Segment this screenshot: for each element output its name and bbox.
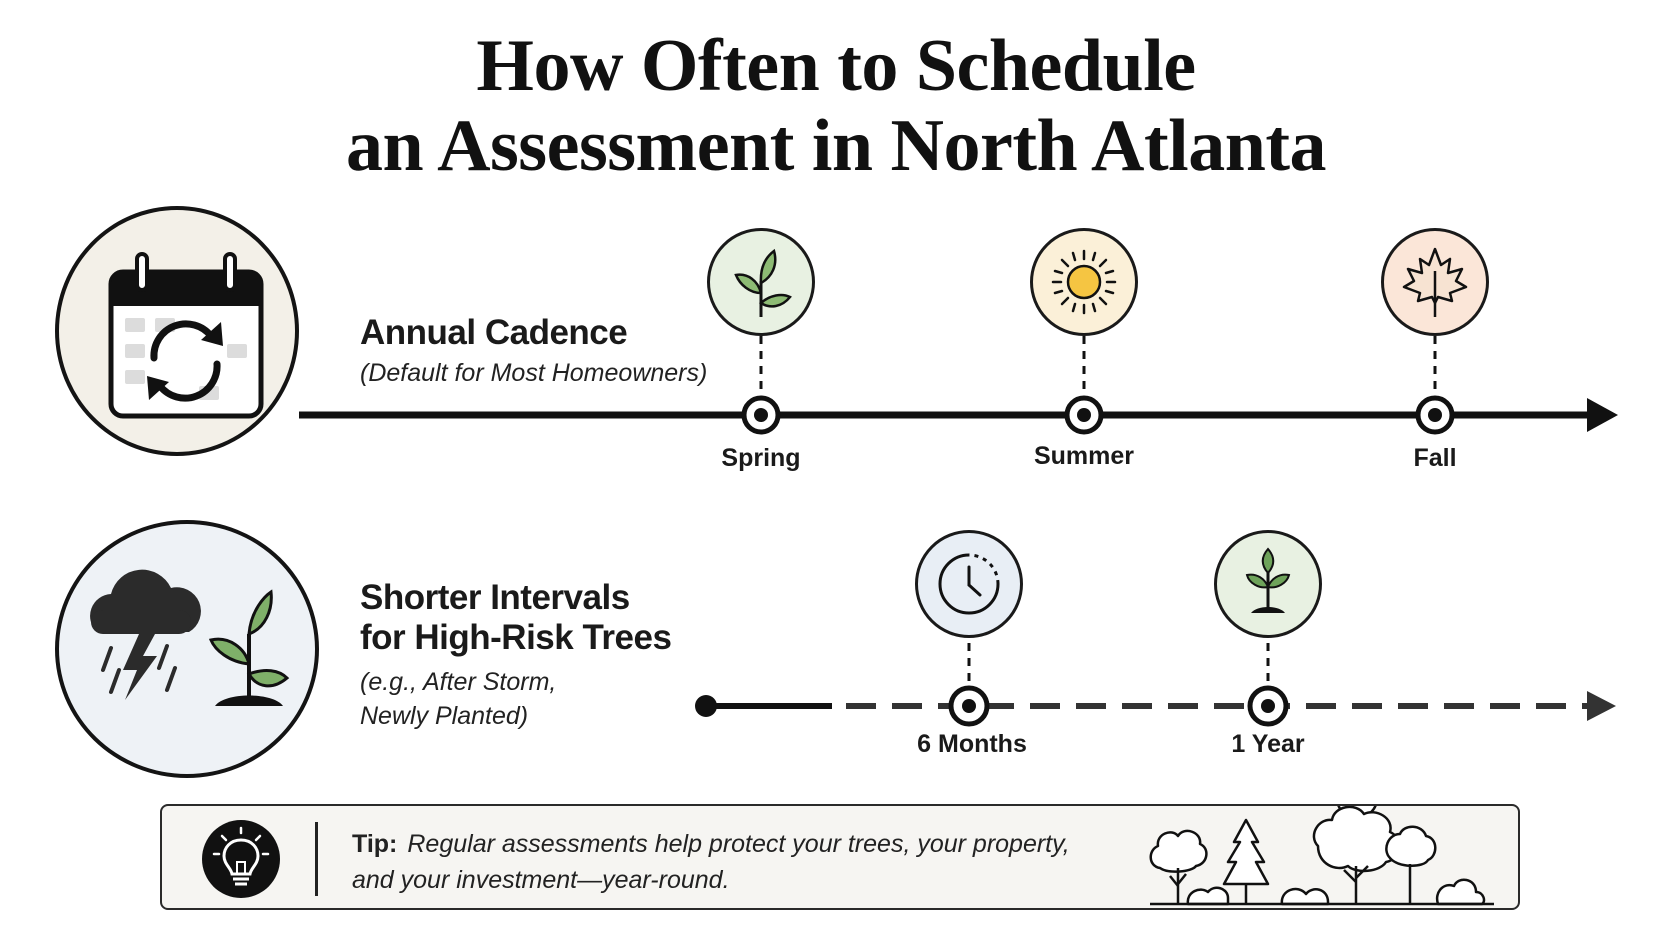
annual-timeline-arrowhead — [1587, 398, 1618, 432]
high-risk-title-line-1: Shorter Intervals — [360, 578, 630, 617]
high-risk-timeline-arrowhead — [1587, 691, 1616, 721]
tip-lead: Tip: — [352, 830, 398, 858]
one-year-node — [1250, 688, 1286, 724]
tip-box — [160, 804, 1520, 910]
high-risk-title-line-2: for High-Risk Trees — [360, 618, 672, 657]
one-year-icon-badge — [1214, 530, 1322, 638]
stage-label-fall: Fall — [1413, 444, 1457, 472]
seedling-icon — [1217, 533, 1319, 635]
summer-icon-badge — [1030, 228, 1138, 336]
annual-cadence-subtitle: (Default for Most Homeowners) — [360, 359, 708, 387]
spring-node — [744, 398, 778, 432]
stage-label-summer: Summer — [1033, 442, 1135, 470]
high-risk-subtitle-line-2: Newly Planted) — [360, 702, 529, 730]
fall-node — [1418, 398, 1452, 432]
trees-illustration — [1142, 806, 1502, 912]
maple-leaf-icon — [1384, 231, 1486, 333]
annual-cadence-title: Annual Cadence — [360, 313, 628, 352]
six-months-node — [951, 688, 987, 724]
spring-icon-badge — [707, 228, 815, 336]
tip-line-2: and your investment—year-round. — [352, 866, 730, 894]
six-months-icon-badge — [915, 530, 1023, 638]
summer-node — [1067, 398, 1101, 432]
stage-label-one-year: 1 Year — [1231, 730, 1305, 758]
fall-icon-badge — [1381, 228, 1489, 336]
stage-label-six-months: 6 Months — [917, 730, 1027, 758]
tip-text — [352, 826, 1072, 898]
sun-icon — [1033, 231, 1135, 333]
sprout-icon — [710, 231, 812, 333]
title-line-2: an Assessment in North Atlanta — [346, 105, 1326, 187]
high-risk-subtitle-line-1: (e.g., After Storm, — [360, 668, 557, 696]
tip-divider — [315, 822, 318, 896]
stage-label-spring: Spring — [721, 444, 801, 472]
tip-line-1: Regular assessments help protect your trees, your property, — [407, 830, 1070, 858]
clock-icon — [918, 533, 1020, 635]
lightbulb-icon — [202, 820, 280, 898]
lightbulb-badge — [202, 820, 280, 898]
title-line-1: How Often to Schedule — [476, 25, 1196, 107]
